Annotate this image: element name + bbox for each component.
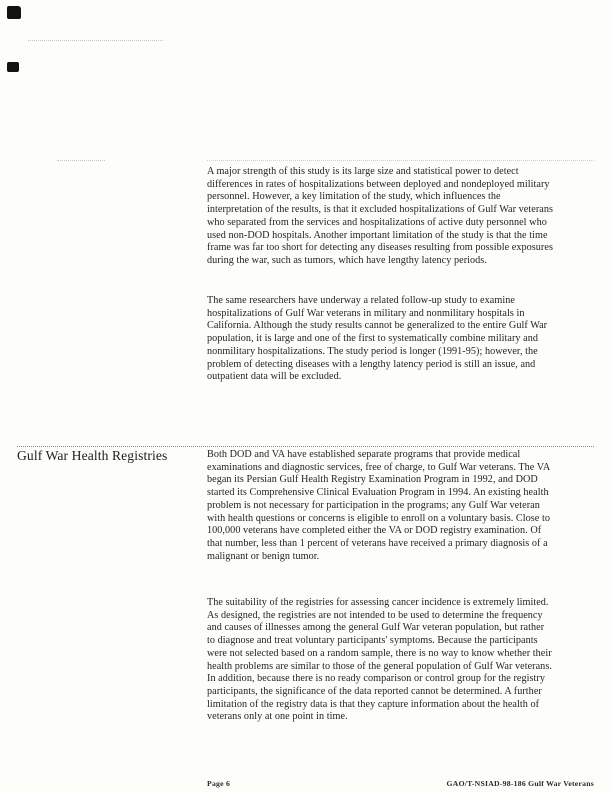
scan-artifact-mark (7, 6, 21, 19)
scan-dotted-line (207, 160, 594, 161)
body-paragraph: Both DOD and VA have established separate programs that provide medical examinations and diagnostic services, free of charge, to Gulf War veterans. The VA began its Persian Gulf Health Registry Examination Program in 1992, and DOD started its Comprehensive Clinical Evaluation Program in 1994. An existing health problem is not necessary for participation in the programs; any Gulf War veteran with health questions or concerns is eligible to enroll on a voluntary basis. Close to 100,000 veterans have completed either the VA or DOD registry examination. Of that number, less than 1 percent of veterans have received a primary diagnosis of a malignant or benign tumor. (207, 449, 550, 562)
section-heading: Gulf War Health Registries (17, 448, 168, 463)
scan-artifact-mark (7, 62, 19, 72)
scan-dotted-line (28, 40, 163, 41)
page-footer (207, 779, 594, 788)
page-number: Page 6 (207, 779, 231, 788)
body-paragraph: The suitability of the registries for assessing cancer incidence is extremely limited. As designed, the registries are not intended to be used to determine the frequency and causes of illnesses among the general Gulf War veteran population, but rather to diagnose and treat voluntary participants' symptoms. Because the participants were not selected based on a random sample, there is no way to know whether their health problems are similar to those of the general population of Gulf War veterans. In addition, because there is no ready comparison or control group for the registry participants, the significance of the data reported cannot be determined. A further limitation of the registry data is that they capture information about the health of veterans only at one point in time. (207, 597, 552, 723)
body-paragraph: A major strength of this study is its large size and statistical power to detect differences in rates of hospitalizations between deployed and nondeployed military personnel. However, a key limitation of the study, which influences the interpretation of the results, is that it excluded hospitalizations of Gulf War veterans who separated from the services and hospitalizations of active duty personnel who used non-DOD hospitals. Another important limitation of the study is that the time frame was far too short for detecting any diseases resulting from possible exposures during the war, such as tumors, which have lengthy latency periods. (207, 166, 553, 266)
doc-reference: GAO/T-NSIAD-98-186 Gulf War Veterans (446, 779, 594, 788)
body-paragraph: The same researchers have underway a related follow-up study to examine hospitalizations of Gulf War veterans in military and nonmilitary hospitals in California. Although the study results cannot be generalized to the entire Gulf War population, it is large and one of the first to systematically combine military and nonmilitary hospitalizations. The study period is longer (1991-95); however, the problem of detecting diseases with a lengthy latency period is still an issue, and outpatient data will be excluded. (207, 295, 548, 383)
section-divider (17, 446, 594, 447)
scan-dotted-line (57, 160, 105, 161)
